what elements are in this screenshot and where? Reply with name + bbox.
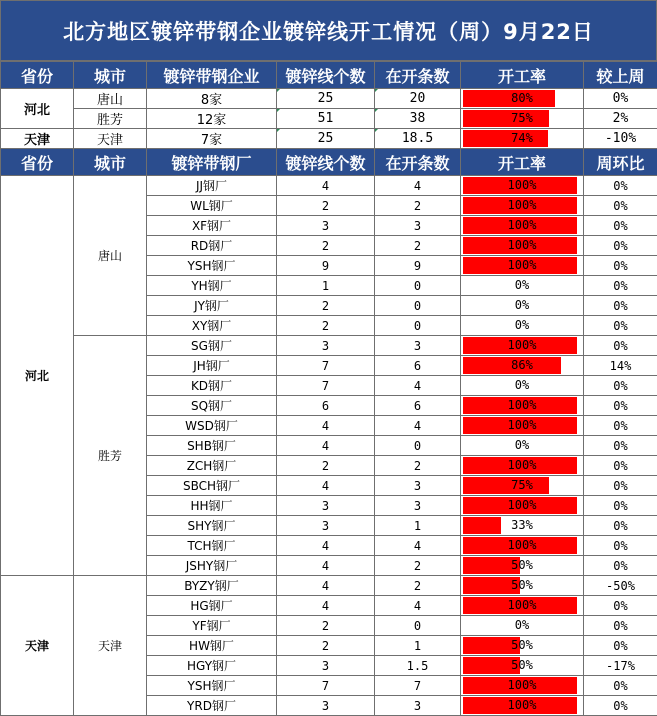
plant-name-cell: JH钢厂 xyxy=(147,356,277,376)
plant-name-cell: TCH钢厂 xyxy=(147,536,277,556)
column-header: 开工率 xyxy=(461,149,584,176)
rate-bar xyxy=(463,337,581,354)
column-header: 镀锌带钢企业 xyxy=(147,62,277,89)
line-count-cell: 2 xyxy=(277,616,375,636)
rate-cell xyxy=(461,456,584,476)
rate-text: 0% xyxy=(514,278,530,292)
week-change-cell: 0% xyxy=(584,536,657,556)
rate-bar xyxy=(463,497,581,514)
rate-cell xyxy=(461,436,584,456)
plant-name-cell: YF钢厂 xyxy=(147,616,277,636)
line-count-cell: 3 xyxy=(277,656,375,676)
cell-marker-icon xyxy=(277,89,282,94)
city-cell: 天津 xyxy=(74,129,147,149)
province-cell: 天津 xyxy=(1,576,74,716)
open-count-cell: 0 xyxy=(375,316,461,336)
plant-name-cell: YH钢厂 xyxy=(147,276,277,296)
cell-marker-icon xyxy=(375,109,380,114)
rate-cell xyxy=(461,176,584,196)
rate-bar xyxy=(463,517,581,534)
rate-bar xyxy=(463,90,581,107)
rate-bar-fill xyxy=(463,110,549,127)
plant-name-cell: SBCH钢厂 xyxy=(147,476,277,496)
rate-text: 33% xyxy=(511,518,533,532)
rate-cell xyxy=(461,696,584,716)
rate-text: 100% xyxy=(507,198,537,212)
rate-bar xyxy=(463,317,581,334)
city-cell: 胜芳 xyxy=(74,336,147,576)
open-count-cell xyxy=(375,89,461,109)
rate-cell xyxy=(461,676,584,696)
table-row xyxy=(1,176,657,196)
line-count-cell: 3 xyxy=(277,516,375,536)
column-header: 在开条数 xyxy=(375,149,461,176)
open-count-cell: 4 xyxy=(375,596,461,616)
week-change-cell: 0% xyxy=(584,236,657,256)
header-row xyxy=(1,149,657,176)
open-count-cell: 6 xyxy=(375,396,461,416)
rate-cell xyxy=(461,556,584,576)
line-count-cell: 4 xyxy=(277,416,375,436)
rate-text: 0% xyxy=(514,618,530,632)
table-row xyxy=(1,576,657,596)
open-count-cell: 0 xyxy=(375,296,461,316)
rate-text: 50% xyxy=(511,578,533,592)
plant-name-cell: WSD钢厂 xyxy=(147,416,277,436)
column-header: 城市 xyxy=(74,62,147,89)
rate-bar xyxy=(463,397,581,414)
plant-name-cell: WL钢厂 xyxy=(147,196,277,216)
rate-bar xyxy=(463,697,581,714)
open-count-cell: 0 xyxy=(375,616,461,636)
line-count-cell: 9 xyxy=(277,256,375,276)
rate-bar xyxy=(463,637,581,654)
column-header: 较上周 xyxy=(584,62,657,89)
line-count-cell: 1 xyxy=(277,276,375,296)
line-count-cell: 7 xyxy=(277,356,375,376)
rate-cell xyxy=(461,616,584,636)
rate-text: 100% xyxy=(507,458,537,472)
column-header: 开工率 xyxy=(461,62,584,89)
line-count-cell xyxy=(277,129,375,149)
rate-bar xyxy=(463,110,581,127)
open-count-cell: 4 xyxy=(375,376,461,396)
rate-cell xyxy=(461,636,584,656)
rate-text: 100% xyxy=(507,258,537,272)
week-change-cell: 0% xyxy=(584,636,657,656)
open-count-cell xyxy=(375,109,461,129)
open-count-cell: 4 xyxy=(375,536,461,556)
rate-bar xyxy=(463,130,581,147)
line-count-cell: 4 xyxy=(277,176,375,196)
rate-bar xyxy=(463,177,581,194)
rate-text: 100% xyxy=(507,398,537,412)
column-header: 省份 xyxy=(1,62,74,89)
rate-text: 100% xyxy=(507,178,537,192)
line-count-cell: 4 xyxy=(277,556,375,576)
week-change-cell: 0% xyxy=(584,496,657,516)
week-change-cell: 0% xyxy=(584,616,657,636)
rate-cell xyxy=(461,256,584,276)
line-count-text: 25 xyxy=(317,131,334,146)
summary-row xyxy=(1,109,657,129)
open-count-cell: 2 xyxy=(375,456,461,476)
line-count-cell: 2 xyxy=(277,316,375,336)
open-count-cell: 2 xyxy=(375,236,461,256)
open-count-text: 38 xyxy=(409,111,426,126)
rate-bar-fill xyxy=(463,90,555,107)
week-change-cell: 0% xyxy=(584,196,657,216)
plant-name-cell: YSH钢厂 xyxy=(147,256,277,276)
line-count-cell: 2 xyxy=(277,636,375,656)
open-count-cell: 1 xyxy=(375,636,461,656)
page-title: 北方地区镀锌带钢企业镀锌线开工情况（周）9月22日 xyxy=(0,0,657,61)
line-count-cell: 7 xyxy=(277,676,375,696)
open-count-cell: 3 xyxy=(375,696,461,716)
city-cell: 天津 xyxy=(74,576,147,716)
plant-name-cell: SHY钢厂 xyxy=(147,516,277,536)
week-change-cell: 0% xyxy=(584,696,657,716)
open-count-cell: 9 xyxy=(375,256,461,276)
plant-name-cell: YSH钢厂 xyxy=(147,676,277,696)
line-count-cell: 3 xyxy=(277,496,375,516)
rate-cell xyxy=(461,356,584,376)
open-count-cell: 3 xyxy=(375,216,461,236)
rate-text: 86% xyxy=(511,358,533,372)
plant-name-cell: SHB钢厂 xyxy=(147,436,277,456)
rate-cell xyxy=(461,396,584,416)
summary-row xyxy=(1,129,657,149)
plant-name-cell: HW钢厂 xyxy=(147,636,277,656)
plant-name-cell: SQ钢厂 xyxy=(147,396,277,416)
rate-cell xyxy=(461,536,584,556)
company-count-cell: 8家 xyxy=(147,89,277,109)
rate-bar xyxy=(463,677,581,694)
rate-text: 100% xyxy=(507,538,537,552)
rate-text: 50% xyxy=(511,638,533,652)
rate-text: 100% xyxy=(507,218,537,232)
cell-marker-icon xyxy=(375,89,380,94)
rate-bar xyxy=(463,197,581,214)
cell-marker-icon xyxy=(277,109,282,114)
rate-text: 100% xyxy=(507,698,537,712)
line-count-text: 25 xyxy=(317,91,334,106)
open-count-cell: 3 xyxy=(375,476,461,496)
plant-name-cell: KD钢厂 xyxy=(147,376,277,396)
line-count-cell: 4 xyxy=(277,436,375,456)
week-change-cell: 14% xyxy=(584,356,657,376)
line-count-cell: 3 xyxy=(277,216,375,236)
rate-text: 100% xyxy=(507,678,537,692)
open-count-cell: 1.5 xyxy=(375,656,461,676)
line-count-cell: 6 xyxy=(277,396,375,416)
open-count-cell: 3 xyxy=(375,496,461,516)
open-count-cell: 4 xyxy=(375,416,461,436)
rate-text: 80% xyxy=(511,91,533,105)
rate-bar xyxy=(463,297,581,314)
week-change-cell: 0% xyxy=(584,89,657,109)
rate-cell xyxy=(461,129,584,149)
rate-bar-fill xyxy=(463,130,548,147)
rate-bar xyxy=(463,377,581,394)
open-count-cell: 0 xyxy=(375,436,461,456)
plant-name-cell: SG钢厂 xyxy=(147,336,277,356)
week-change-cell: -10% xyxy=(584,129,657,149)
week-change-cell: 0% xyxy=(584,216,657,236)
open-count-cell: 4 xyxy=(375,176,461,196)
rate-text: 100% xyxy=(507,598,537,612)
week-change-cell: 0% xyxy=(584,396,657,416)
line-count-cell: 2 xyxy=(277,296,375,316)
rate-cell xyxy=(461,516,584,536)
detail-table xyxy=(0,148,657,716)
rate-bar xyxy=(463,277,581,294)
cell-marker-icon xyxy=(277,129,282,134)
city-cell: 胜芳 xyxy=(74,109,147,129)
line-count-cell: 4 xyxy=(277,596,375,616)
column-header: 镀锌线个数 xyxy=(277,62,375,89)
plant-name-cell: HH钢厂 xyxy=(147,496,277,516)
line-count-cell: 3 xyxy=(277,336,375,356)
open-count-cell xyxy=(375,129,461,149)
province-cell: 河北 xyxy=(1,89,74,129)
rate-cell xyxy=(461,476,584,496)
plant-name-cell: HGY钢厂 xyxy=(147,656,277,676)
rate-bar xyxy=(463,537,581,554)
week-change-cell: 0% xyxy=(584,336,657,356)
rate-bar xyxy=(463,217,581,234)
week-change-cell: 0% xyxy=(584,296,657,316)
column-header: 省份 xyxy=(1,149,74,176)
open-count-cell: 2 xyxy=(375,576,461,596)
summary-row xyxy=(1,89,657,109)
company-count-cell: 7家 xyxy=(147,129,277,149)
week-change-cell: 0% xyxy=(584,176,657,196)
open-count-cell: 2 xyxy=(375,556,461,576)
province-cell: 河北 xyxy=(1,176,74,576)
rate-text: 50% xyxy=(511,658,533,672)
plant-name-cell: XF钢厂 xyxy=(147,216,277,236)
rate-cell xyxy=(461,576,584,596)
rate-text: 100% xyxy=(507,498,537,512)
line-count-cell: 2 xyxy=(277,456,375,476)
open-count-cell: 0 xyxy=(375,276,461,296)
line-count-cell: 3 xyxy=(277,696,375,716)
plant-name-cell: JSHY钢厂 xyxy=(147,556,277,576)
rate-bar-fill xyxy=(463,477,549,494)
plant-name-cell: XY钢厂 xyxy=(147,316,277,336)
province-cell: 天津 xyxy=(1,129,74,149)
plant-name-cell: HG钢厂 xyxy=(147,596,277,616)
line-count-cell xyxy=(277,89,375,109)
rate-text: 75% xyxy=(511,478,533,492)
rate-bar xyxy=(463,557,581,574)
header-row xyxy=(1,62,657,89)
rate-cell xyxy=(461,496,584,516)
plant-name-cell: RD钢厂 xyxy=(147,236,277,256)
week-change-cell: 0% xyxy=(584,256,657,276)
week-change-cell: 2% xyxy=(584,109,657,129)
rate-bar xyxy=(463,457,581,474)
plant-name-cell: BYZY钢厂 xyxy=(147,576,277,596)
rate-bar xyxy=(463,617,581,634)
open-count-cell: 6 xyxy=(375,356,461,376)
open-count-text: 18.5 xyxy=(401,131,434,146)
rate-cell xyxy=(461,109,584,129)
week-change-cell: 0% xyxy=(584,516,657,536)
rate-bar xyxy=(463,577,581,594)
rate-cell xyxy=(461,276,584,296)
open-count-cell: 2 xyxy=(375,196,461,216)
rate-bar xyxy=(463,417,581,434)
week-change-cell: -50% xyxy=(584,576,657,596)
column-header: 周环比 xyxy=(584,149,657,176)
rate-cell xyxy=(461,316,584,336)
summary-table xyxy=(0,61,657,149)
week-change-cell: 0% xyxy=(584,276,657,296)
plant-name-cell: JJ钢厂 xyxy=(147,176,277,196)
open-count-cell: 3 xyxy=(375,336,461,356)
rate-text: 0% xyxy=(514,438,530,452)
rate-text: 0% xyxy=(514,298,530,312)
week-change-cell: 0% xyxy=(584,416,657,436)
week-change-cell: 0% xyxy=(584,596,657,616)
rate-text: 100% xyxy=(507,418,537,432)
week-change-cell: 0% xyxy=(584,476,657,496)
city-cell: 唐山 xyxy=(74,176,147,336)
week-change-cell: 0% xyxy=(584,316,657,336)
week-change-cell: -17% xyxy=(584,656,657,676)
line-count-cell: 2 xyxy=(277,236,375,256)
rate-text: 74% xyxy=(511,131,533,145)
rate-cell xyxy=(461,376,584,396)
rate-cell xyxy=(461,656,584,676)
city-cell: 唐山 xyxy=(74,89,147,109)
line-count-cell: 7 xyxy=(277,376,375,396)
rate-cell xyxy=(461,89,584,109)
rate-cell xyxy=(461,416,584,436)
week-change-cell: 0% xyxy=(584,556,657,576)
open-count-text: 20 xyxy=(409,91,426,106)
rate-bar xyxy=(463,357,581,374)
rate-text: 100% xyxy=(507,338,537,352)
rate-text: 0% xyxy=(514,378,530,392)
rate-bar xyxy=(463,597,581,614)
line-count-cell: 4 xyxy=(277,536,375,556)
plant-name-cell: ZCH钢厂 xyxy=(147,456,277,476)
rate-bar xyxy=(463,257,581,274)
company-count-cell: 12家 xyxy=(147,109,277,129)
line-count-cell: 4 xyxy=(277,576,375,596)
line-count-cell xyxy=(277,109,375,129)
line-count-text: 51 xyxy=(317,111,334,126)
week-change-cell: 0% xyxy=(584,676,657,696)
rate-bar xyxy=(463,477,581,494)
open-count-cell: 1 xyxy=(375,516,461,536)
column-header: 镀锌带钢厂 xyxy=(147,149,277,176)
week-change-cell: 0% xyxy=(584,436,657,456)
rate-bar xyxy=(463,237,581,254)
plant-name-cell: JY钢厂 xyxy=(147,296,277,316)
line-count-cell: 2 xyxy=(277,196,375,216)
rate-cell xyxy=(461,336,584,356)
column-header: 镀锌线个数 xyxy=(277,149,375,176)
rate-bar-fill xyxy=(463,517,501,534)
column-header: 在开条数 xyxy=(375,62,461,89)
rate-text: 75% xyxy=(511,111,533,125)
rate-text: 0% xyxy=(514,318,530,332)
week-change-cell: 0% xyxy=(584,376,657,396)
rate-text: 50% xyxy=(511,558,533,572)
rate-bar xyxy=(463,437,581,454)
table-row xyxy=(1,336,657,356)
rate-cell xyxy=(461,216,584,236)
open-count-cell: 7 xyxy=(375,676,461,696)
rate-cell xyxy=(461,236,584,256)
line-count-cell: 4 xyxy=(277,476,375,496)
plant-name-cell: YRD钢厂 xyxy=(147,696,277,716)
rate-cell xyxy=(461,296,584,316)
rate-bar xyxy=(463,657,581,674)
rate-cell xyxy=(461,196,584,216)
cell-marker-icon xyxy=(375,129,380,134)
column-header: 城市 xyxy=(74,149,147,176)
rate-cell xyxy=(461,596,584,616)
rate-text: 100% xyxy=(507,238,537,252)
week-change-cell: 0% xyxy=(584,456,657,476)
